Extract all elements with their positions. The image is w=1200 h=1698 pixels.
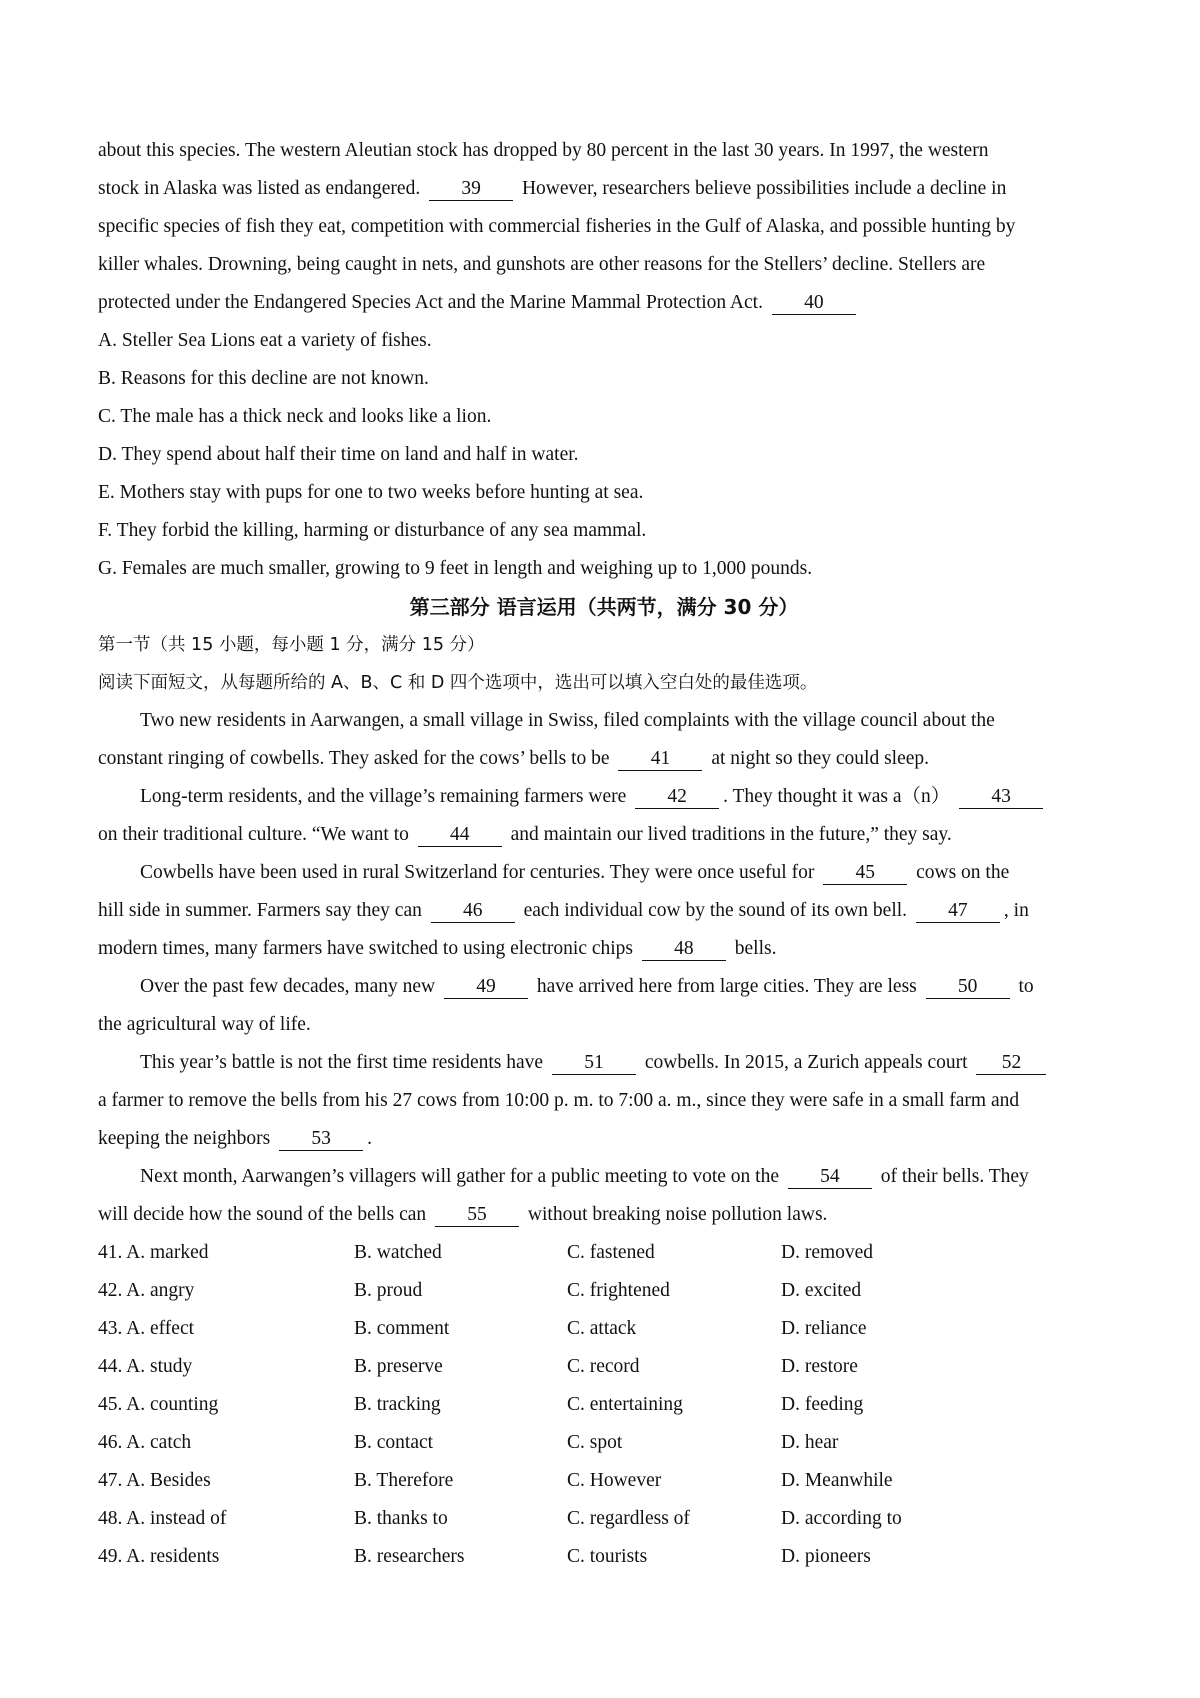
choice-d: D. hear bbox=[781, 1432, 839, 1453]
option-c: C. The male has a thick neck and looks like a lion. bbox=[98, 406, 492, 427]
blank-54: 54 bbox=[788, 1166, 872, 1189]
cloze-line: the agricultural way of life. bbox=[98, 1014, 311, 1035]
passage-line: protected under the Endangered Species Act and the Marine Mammal Protection Act. 40 bbox=[98, 284, 1110, 322]
choice-b: B. contact bbox=[354, 1432, 434, 1453]
cloze-questions bbox=[98, 1234, 1110, 1576]
blank-44: 44 bbox=[418, 824, 502, 847]
exam-page bbox=[98, 132, 1110, 1576]
question-row-46 bbox=[98, 1424, 1110, 1462]
cloze-line: This year’s battle is not the first time residents have 51 cowbells. In 2015, a Zurich appeals court 52 bbox=[98, 1044, 1110, 1082]
choice-b: B. researchers bbox=[354, 1546, 465, 1567]
blank-51: 51 bbox=[552, 1052, 636, 1075]
choice-b: B. preserve bbox=[354, 1356, 443, 1377]
choice-d: D. reliance bbox=[781, 1318, 867, 1339]
choice-d: D. restore bbox=[781, 1356, 858, 1377]
question-row-43 bbox=[98, 1310, 1110, 1348]
section1-title: 第一节（共 15 小题，每小题 1 分，满分 15 分） bbox=[98, 635, 485, 655]
blank-50: 50 bbox=[926, 976, 1010, 999]
choice-c: C. regardless of bbox=[567, 1508, 690, 1529]
passage-line: killer whales. Drowning, being caught in nets, and gunshots are other reasons for the Stellers’ decline. Stellers are bbox=[98, 254, 986, 275]
choice-d: D. excited bbox=[781, 1280, 862, 1301]
choice-b: B. comment bbox=[354, 1318, 450, 1339]
cloze-line: Two new residents in Aarwangen, a small village in Swiss, filed complaints with the village council about the bbox=[140, 710, 995, 731]
question-row-44 bbox=[98, 1348, 1110, 1386]
choice-d: D. feeding bbox=[781, 1394, 864, 1415]
blank-49: 49 bbox=[444, 976, 528, 999]
blank-52: 52 bbox=[976, 1052, 1046, 1075]
choice-c: C. entertaining bbox=[567, 1394, 683, 1415]
option-f: F. They forbid the killing, harming or disturbance of any sea mammal. bbox=[98, 520, 647, 541]
sentence-options bbox=[98, 322, 1110, 588]
choice-b: B. Therefore bbox=[354, 1470, 454, 1491]
cloze-line: Cowbells have been used in rural Switzerland for centuries. They were once useful for 45 cows on the bbox=[140, 862, 1010, 883]
choice-a: 49. A. residents bbox=[98, 1546, 220, 1567]
choice-b: B. proud bbox=[354, 1280, 423, 1301]
blank-42: 42 bbox=[635, 786, 719, 809]
blank-40: 40 bbox=[772, 292, 856, 315]
passage-line: stock in Alaska was listed as endangered. 39 However, researchers believe possibilities include a decline in bbox=[98, 178, 1007, 199]
blank-55: 55 bbox=[435, 1204, 519, 1227]
option-a: A. Steller Sea Lions eat a variety of fishes. bbox=[98, 330, 432, 351]
choice-a: 44. A. study bbox=[98, 1356, 193, 1377]
blank-48: 48 bbox=[642, 938, 726, 961]
cloze-line: a farmer to remove the bells from his 27 cows from 10:00 p. m. to 7:00 a. m., since they were safe in a small farm and bbox=[98, 1090, 1020, 1111]
choice-d: D. pioneers bbox=[781, 1546, 871, 1567]
choice-c: C. record bbox=[567, 1356, 640, 1377]
option-e: E. Mothers stay with pups for one to two weeks before hunting at sea. bbox=[98, 482, 644, 503]
cloze-line: Next month, Aarwangen’s villagers will gather for a public meeting to vote on the 54 of their bells. They bbox=[140, 1166, 1029, 1187]
blank-45: 45 bbox=[823, 862, 907, 885]
choice-c: C. attack bbox=[567, 1318, 637, 1339]
choice-a: 42. A. angry bbox=[98, 1280, 195, 1301]
cloze-line: Over the past few decades, many new 49 have arrived here from large cities. They are less 50 to bbox=[140, 976, 1034, 997]
passage-line: specific species of fish they eat, competition with commercial fisheries in the Gulf of Alaska, and possible hunting by bbox=[98, 216, 1016, 237]
option-d: D. They spend about half their time on land and half in water. bbox=[98, 444, 579, 465]
cloze-line: on their traditional culture. “We want to 44 and maintain our lived traditions in the future,” they say. bbox=[98, 824, 952, 845]
choice-a: 46. A. catch bbox=[98, 1432, 192, 1453]
part3-title: 第三部分 语言运用（共两节，满分 30 分） bbox=[409, 595, 799, 619]
section1-instruction: 阅读下面短文，从每题所给的 A、B、C 和 D 四个选项中，选出可以填入空白处的最佳选项。 bbox=[98, 673, 818, 693]
blank-47: 47 bbox=[916, 900, 1000, 923]
choice-a: 48. A. instead of bbox=[98, 1508, 227, 1529]
question-row-42 bbox=[98, 1272, 1110, 1310]
choice-b: B. thanks to bbox=[354, 1508, 448, 1529]
choice-c: C. tourists bbox=[567, 1546, 648, 1567]
cloze-line: constant ringing of cowbells. They asked for the cows’ bells to be 41 at night so they could sleep. bbox=[98, 748, 930, 769]
blank-41: 41 bbox=[618, 748, 702, 771]
choice-d: D. removed bbox=[781, 1242, 874, 1263]
blank-43: 43 bbox=[959, 786, 1043, 809]
reading-passage-end bbox=[98, 132, 1110, 322]
choice-a: 43. A. effect bbox=[98, 1318, 195, 1339]
option-g: G. Females are much smaller, growing to 9 feet in length and weighing up to 1,000 pounds. bbox=[98, 558, 813, 579]
question-row-49 bbox=[98, 1538, 1110, 1576]
cloze-passage bbox=[98, 702, 1110, 1234]
choice-a: 47. A. Besides bbox=[98, 1470, 211, 1491]
choice-b: B. watched bbox=[354, 1242, 442, 1263]
choice-c: C. spot bbox=[567, 1432, 623, 1453]
choice-a: 41. A. marked bbox=[98, 1242, 209, 1263]
cloze-line: will decide how the sound of the bells can 55 without breaking noise pollution laws. bbox=[98, 1204, 828, 1225]
choice-b: B. tracking bbox=[354, 1394, 441, 1415]
cloze-line: keeping the neighbors 53 . bbox=[98, 1128, 372, 1149]
choice-c: C. However bbox=[567, 1470, 662, 1491]
question-row-45 bbox=[98, 1386, 1110, 1424]
cloze-line: modern times, many farmers have switched to using electronic chips 48 bells. bbox=[98, 938, 777, 959]
cloze-line: hill side in summer. Farmers say they can 46 each individual cow by the sound of its own bell. 47 , in bbox=[98, 900, 1029, 921]
choice-a: 45. A. counting bbox=[98, 1394, 219, 1415]
passage-line: about this species. The western Aleutian stock has dropped by 80 percent in the last 30 years. In 1997, the western bbox=[98, 140, 989, 161]
cloze-line: Long-term residents, and the village’s remaining farmers were 42 . They thought it was a（n） 43 bbox=[98, 778, 1110, 816]
blank-46: 46 bbox=[431, 900, 515, 923]
choice-d: D. according to bbox=[781, 1508, 902, 1529]
question-row-47 bbox=[98, 1462, 1110, 1500]
question-row-41 bbox=[98, 1234, 1110, 1272]
question-row-48 bbox=[98, 1500, 1110, 1538]
choice-d: D. Meanwhile bbox=[781, 1470, 893, 1491]
blank-39: 39 bbox=[429, 178, 513, 201]
choice-c: C. fastened bbox=[567, 1242, 655, 1263]
choice-c: C. frightened bbox=[567, 1280, 670, 1301]
blank-53: 53 bbox=[279, 1128, 363, 1151]
option-b: B. Reasons for this decline are not known. bbox=[98, 368, 429, 389]
